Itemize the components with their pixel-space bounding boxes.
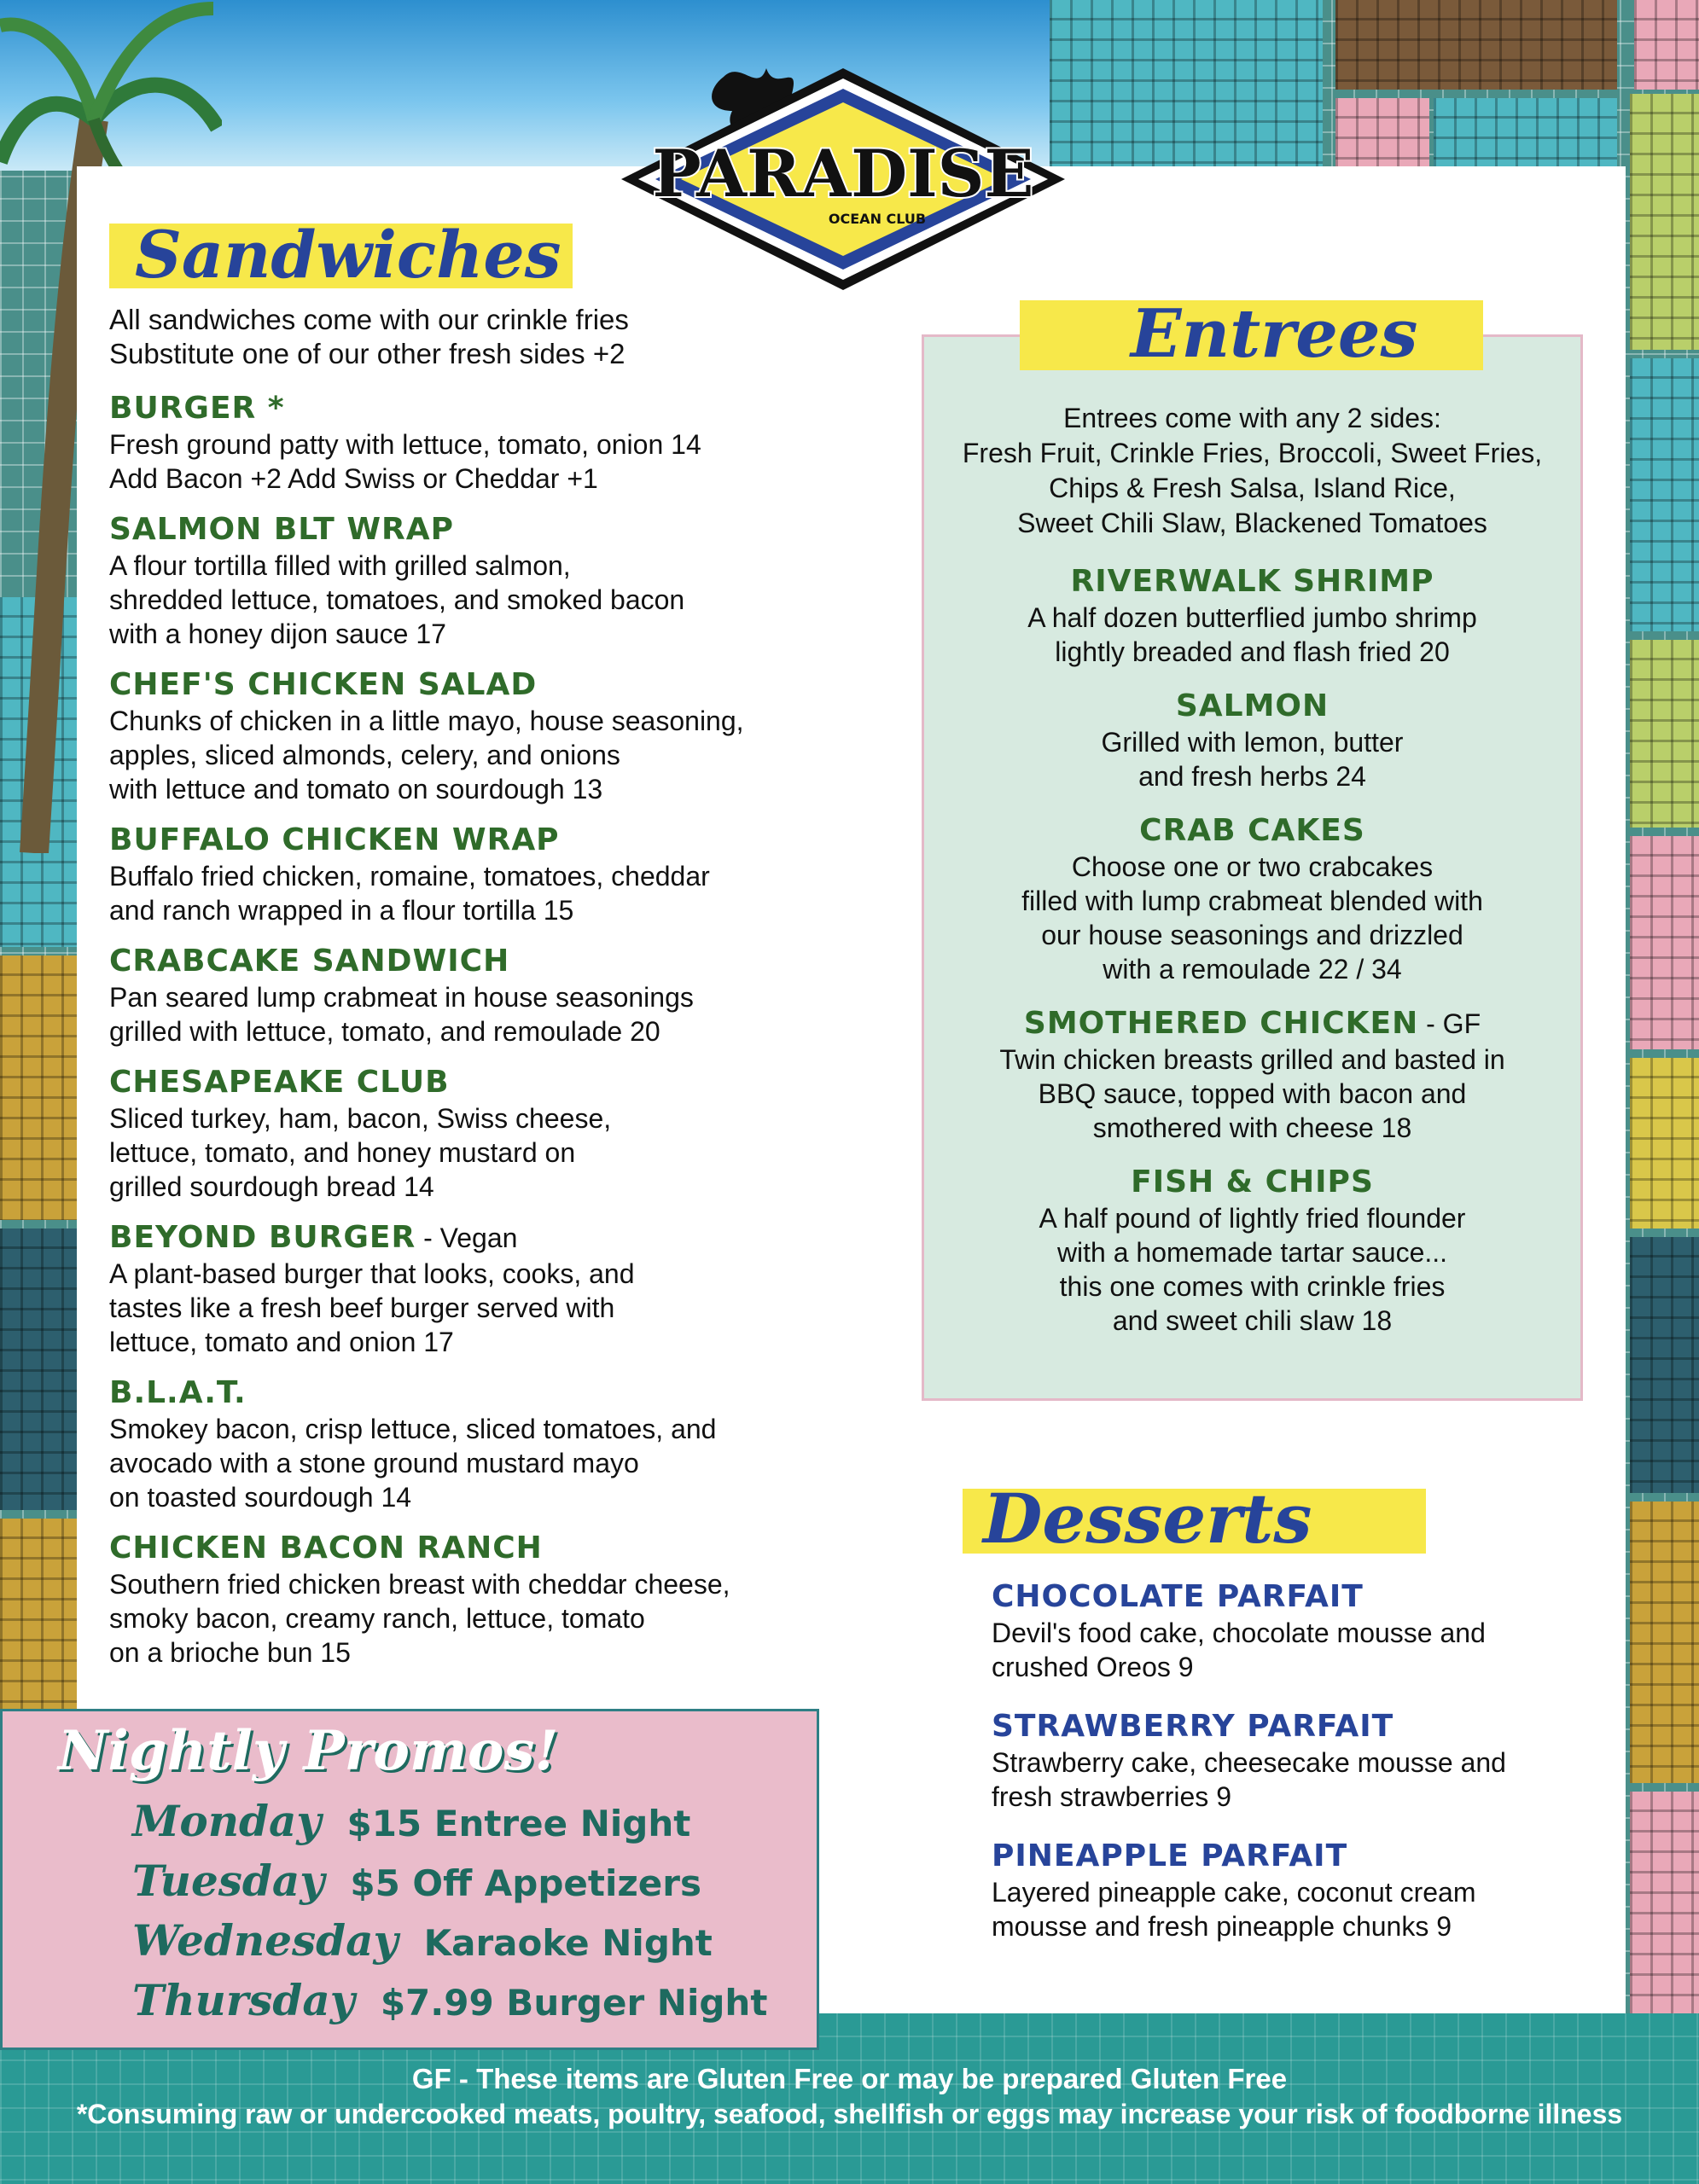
item-desc: Pan seared lump crabmeat in house seasonings xyxy=(109,982,694,1013)
gf-tag: - GF xyxy=(1418,1008,1481,1039)
sandwiches-intro-line: All sandwiches come with our crinkle fries xyxy=(109,304,629,335)
paradise-logo xyxy=(621,43,1065,290)
sandwiches-heading-bg xyxy=(109,217,573,293)
tile-block xyxy=(1634,0,1699,90)
item-desc: BBQ sauce, topped with bacon and xyxy=(1038,1078,1467,1109)
menu-item xyxy=(922,812,1583,986)
item-desc: Smokey bacon, crisp lettuce, sliced tomatoes, and xyxy=(109,1414,717,1444)
entrees-intro-line: Chips & Fresh Salsa, Island Rice, xyxy=(1049,473,1456,503)
promo-row xyxy=(132,1796,690,1846)
item-desc: A flour tortilla filled with grilled salmon, xyxy=(109,550,571,581)
item-desc: Grilled with lemon, butter xyxy=(1101,727,1404,758)
item-desc: lettuce, tomato, and honey mustard on xyxy=(109,1137,576,1168)
item-desc: Choose one or two crabcakes xyxy=(1071,851,1434,882)
item-name: STRAWBERRY PARFAIT xyxy=(992,1709,1394,1744)
item-desc: Buffalo fried chicken, romaine, tomatoes, cheddar xyxy=(109,861,710,892)
item-name: BURGER * xyxy=(109,391,285,426)
item-desc: Devil's food cake, chocolate mousse and xyxy=(992,1618,1486,1648)
tile-block xyxy=(1630,1058,1699,1228)
item-name: CHICKEN BACON RANCH xyxy=(109,1531,543,1565)
item-desc: Layered pineapple cake, coconut cream xyxy=(992,1877,1476,1908)
tile-block xyxy=(0,1228,77,1510)
item-desc: Sliced turkey, ham, bacon, Swiss cheese, xyxy=(109,1103,612,1134)
item-name: CHESAPEAKE CLUB xyxy=(109,1065,450,1100)
item-name: CHEF'S CHICKEN SALAD xyxy=(109,667,538,702)
item-desc: on toasted sourdough 14 xyxy=(109,1482,412,1513)
item-desc: Twin chicken breasts grilled and basted in xyxy=(999,1044,1505,1075)
promo-row xyxy=(132,1975,767,2025)
item-desc: avocado with a stone ground mustard mayo xyxy=(109,1448,639,1478)
item-desc: and sweet chili slaw 18 xyxy=(1112,1305,1393,1336)
promo-row xyxy=(132,1915,713,1966)
item-desc: with lettuce and tomato on sourdough 13 xyxy=(109,774,603,804)
menu-item xyxy=(922,1164,1583,1338)
promos-heading: Nightly Promos! xyxy=(58,1719,559,1783)
entrees-intro-line: Sweet Chili Slaw, Blackened Tomatoes xyxy=(1017,508,1487,538)
gluten-free-note: GF - These items are Gluten Free or may be prepared Gluten Free xyxy=(411,2063,1288,2094)
item-name-text: BEYOND BURGER xyxy=(109,1220,416,1255)
item-desc: Strawberry cake, cheesecake mousse and xyxy=(992,1747,1506,1778)
tile-block xyxy=(1335,0,1617,90)
promo-row xyxy=(132,1856,701,1906)
item-desc: and fresh herbs 24 xyxy=(1138,761,1366,792)
item-desc: lettuce, tomato and onion 17 xyxy=(109,1327,454,1357)
menu-item xyxy=(109,943,843,1048)
promo-day: Wednesday xyxy=(132,1915,399,1966)
menu-item xyxy=(922,563,1583,669)
menu-item xyxy=(109,390,843,496)
entrees-heading: Entrees xyxy=(1131,295,1418,373)
item-name: SALMON BLT WRAP xyxy=(109,512,455,547)
item-desc: fresh strawberries 9 xyxy=(992,1781,1231,1812)
entrees-section xyxy=(922,401,1583,1338)
item-desc: with a remoulade 22 / 34 xyxy=(1103,954,1402,985)
menu-item xyxy=(109,511,843,651)
logo-subtitle: OCEAN CLUB xyxy=(828,211,927,227)
tile-block xyxy=(1630,1237,1699,1493)
vegan-tag: - Vegan xyxy=(416,1223,518,1253)
entrees-heading-bg xyxy=(1020,295,1483,373)
item-desc: this one comes with crinkle fries xyxy=(1059,1271,1446,1302)
item-desc: smoky bacon, creamy ranch, lettuce, tomato xyxy=(109,1603,645,1634)
item-desc: shredded lettuce, tomatoes, and smoked bacon xyxy=(109,584,685,615)
item-name: CRAB CAKES xyxy=(1139,813,1365,848)
item-name: SALMON xyxy=(1175,688,1330,723)
tile-block xyxy=(1630,1792,1699,2013)
item-desc: A plant-based burger that looks, cooks, and xyxy=(109,1258,635,1289)
promo-deal: $5 Off Appetizers xyxy=(350,1862,701,1904)
tile-block xyxy=(1630,1502,1699,1783)
menu-item xyxy=(109,1530,843,1670)
item-desc: mousse and fresh pineapple chunks 9 xyxy=(992,1911,1452,1942)
desserts-heading: Desserts xyxy=(983,1478,1312,1559)
menu-item xyxy=(992,1708,1589,1814)
promo-day: Tuesday xyxy=(132,1856,325,1906)
item-desc: on a brioche bun 15 xyxy=(109,1637,351,1668)
tile-block xyxy=(1434,98,1617,166)
menu-item xyxy=(109,1374,843,1514)
item-desc: apples, sliced almonds, celery, and onions xyxy=(109,740,620,770)
item-desc: Southern fried chicken breast with cheddar cheese, xyxy=(109,1569,730,1600)
item-name: FISH & CHIPS xyxy=(1131,1165,1374,1199)
tile-block xyxy=(0,1519,77,1715)
item-desc: our house seasonings and drizzled xyxy=(1041,920,1463,950)
item-name: CRABCAKE SANDWICH xyxy=(109,944,510,979)
logo-wordmark: PARADISE xyxy=(652,136,1034,212)
item-name: RIVERWALK SHRIMP xyxy=(1070,564,1434,599)
consumption-warning: *Consuming raw or undercooked meats, poultry, seafood, shellfish or eggs may increase your risk of foodborne illness xyxy=(76,2099,1623,2129)
entrees-intro-line: Fresh Fruit, Crinkle Fries, Broccoli, Sweet Fries, xyxy=(962,438,1543,468)
sandwiches-heading: Sandwiches xyxy=(135,217,561,293)
sandwiches-section xyxy=(109,303,843,1670)
item-desc: A half pound of lightly fried flounder xyxy=(1039,1203,1466,1234)
item-desc: crushed Oreos 9 xyxy=(992,1652,1194,1682)
promo-deal: $15 Entree Night xyxy=(346,1803,691,1844)
item-desc: lightly breaded and flash fried 20 xyxy=(1055,636,1450,667)
promo-day: Thursday xyxy=(132,1975,355,2025)
item-name xyxy=(109,1219,843,1257)
item-desc: smothered with cheese 18 xyxy=(1092,1112,1412,1143)
desserts-heading-bg xyxy=(963,1478,1426,1559)
sandwiches-intro-line: Substitute one of our other fresh sides +2 xyxy=(109,338,625,369)
menu-item xyxy=(109,1064,843,1204)
item-name: B.L.A.T. xyxy=(109,1375,247,1410)
item-name: BUFFALO CHICKEN WRAP xyxy=(109,822,560,857)
item-name xyxy=(922,1005,1583,1043)
promo-deal: Karaoke Night xyxy=(423,1922,713,1964)
menu-item xyxy=(992,1838,1589,1943)
item-desc: tastes like a fresh beef burger served with xyxy=(109,1292,615,1323)
tile-block xyxy=(1335,98,1429,166)
item-name: PINEAPPLE PARFAIT xyxy=(992,1838,1348,1873)
item-desc: grilled with lettuce, tomato, and remoulade 20 xyxy=(109,1016,660,1047)
item-desc: and ranch wrapped in a flour tortilla 15 xyxy=(109,895,574,926)
promo-day: Monday xyxy=(132,1796,322,1846)
item-desc: Chunks of chicken in a little mayo, house seasoning, xyxy=(109,706,744,736)
item-desc: with a honey dijon sauce 17 xyxy=(109,619,446,649)
menu-item xyxy=(922,1005,1583,1145)
tile-block xyxy=(1630,836,1699,1049)
tile-block xyxy=(1050,0,1323,166)
tile-block xyxy=(0,956,77,1220)
entrees-intro-line: Entrees come with any 2 sides: xyxy=(1063,403,1441,433)
menu-item xyxy=(992,1578,1589,1684)
menu-item xyxy=(109,822,843,927)
menu-item xyxy=(109,666,843,806)
menu-item xyxy=(109,1219,843,1359)
menu-item xyxy=(922,688,1583,793)
tile-block xyxy=(1630,640,1699,828)
desserts-section xyxy=(992,1578,1589,1943)
item-desc: A half dozen butterflied jumbo shrimp xyxy=(1027,602,1477,633)
item-desc: filled with lump crabmeat blended with xyxy=(1021,886,1483,916)
item-name: CHOCOLATE PARFAIT xyxy=(992,1579,1364,1614)
item-desc: Add Bacon +2 Add Swiss or Cheddar +1 xyxy=(109,463,598,494)
promo-deal: $7.99 Burger Night xyxy=(380,1982,768,2024)
tile-block xyxy=(1630,94,1699,350)
item-desc: grilled sourdough bread 14 xyxy=(109,1171,434,1202)
item-desc: with a homemade tartar sauce... xyxy=(1056,1237,1448,1268)
item-desc: Fresh ground patty with lettuce, tomato, onion 14 xyxy=(109,429,701,460)
item-name-text: SMOTHERED CHICKEN xyxy=(1023,1006,1419,1041)
tile-block xyxy=(1630,358,1699,631)
